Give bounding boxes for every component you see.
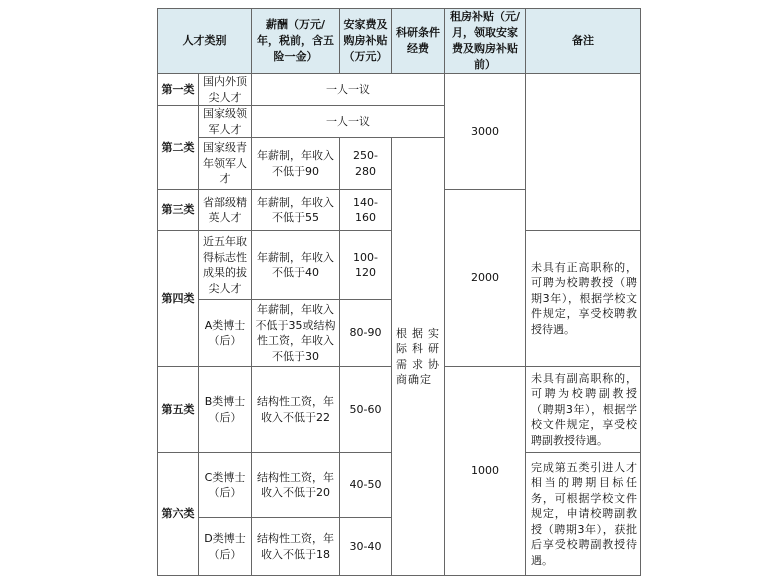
rent-3000: 3000: [445, 74, 526, 190]
settlement-cell: 100-120: [340, 231, 392, 300]
category-2-label: 第二类: [158, 106, 199, 190]
header-research: 科研条件经费: [392, 9, 445, 74]
talent-policy-table: [157, 8, 641, 576]
settlement-cell: 30-40: [340, 518, 392, 576]
settlement-cell: 50-60: [340, 367, 392, 453]
rent-2000: 2000: [445, 190, 526, 367]
settlement-cell: 80-90: [340, 300, 392, 367]
category-6-label: 第六类: [158, 453, 199, 576]
salary-cell: 年薪制，年收入不低于90: [252, 138, 340, 190]
research-funding-note: 根据实际科研需求协商确定: [392, 138, 445, 576]
notes-empty: [526, 74, 641, 231]
header-notes: 备注: [526, 9, 641, 74]
settlement-cell: 250-280: [340, 138, 392, 190]
talent-type: 国家级领军人才: [199, 106, 252, 138]
category-4-label: 第四类: [158, 231, 199, 367]
talent-type: C类博士（后）: [199, 453, 252, 518]
settlement-cell: 40-50: [340, 453, 392, 518]
negotiable-cell: 一人一议: [252, 106, 445, 138]
header-settlement: 安家费及购房补贴（万元）: [340, 9, 392, 74]
salary-cell: 结构性工资，年收入不低于18: [252, 518, 340, 576]
rent-1000: 1000: [445, 367, 526, 576]
category-1-label: 第一类: [158, 74, 199, 106]
salary-cell: 年薪制，年收入不低于40: [252, 231, 340, 300]
talent-type: D类博士（后）: [199, 518, 252, 576]
salary-cell: 年薪制，年收入不低于35或结构性工资，年收入不低于30: [252, 300, 340, 367]
salary-cell: 结构性工资，年收入不低于22: [252, 367, 340, 453]
notes-category-4: 未具有正高职称的，可聘为校聘教授（聘期3年），根据学校文件规定，享受校聘教授待遇。: [526, 231, 641, 367]
talent-type: 近五年取得标志性成果的拔尖人才: [199, 231, 252, 300]
notes-category-6: 完成第五类引进人才相当的聘期目标任务，可根据学校文件规定，申请校聘副教授（聘期3年），获批后享受校聘副教授待遇。: [526, 453, 641, 576]
category-3-label: 第三类: [158, 190, 199, 231]
talent-type: A类博士（后）: [199, 300, 252, 367]
salary-cell: 结构性工资，年收入不低于20: [252, 453, 340, 518]
header-salary: 薪酬（万元/年，税前，含五险一金）: [252, 9, 340, 74]
talent-type: B类博士（后）: [199, 367, 252, 453]
settlement-cell: 140-160: [340, 190, 392, 231]
negotiable-cell: 一人一议: [252, 74, 445, 106]
header-row: [158, 9, 641, 74]
talent-type: 国家级青年领军人才: [199, 138, 252, 190]
talent-type: 省部级精英人才: [199, 190, 252, 231]
header-rent: 租房补贴（元/月，领取安家费及购房补贴前）: [445, 9, 526, 74]
salary-cell: 年薪制，年收入不低于55: [252, 190, 340, 231]
talent-type: 国内外顶尖人才: [199, 74, 252, 106]
header-category: 人才类别: [158, 9, 252, 74]
notes-category-5: 未具有副高职称的，可聘为校聘副教授（聘期3年），根据学校文件规定，享受校聘副教授待遇。: [526, 367, 641, 453]
category-5-label: 第五类: [158, 367, 199, 453]
table-row: [158, 74, 641, 106]
